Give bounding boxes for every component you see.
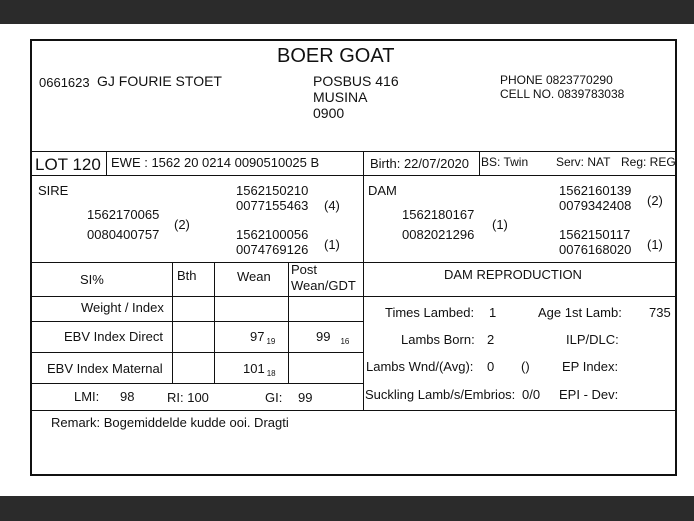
sire-dam-count: (1): [324, 237, 340, 252]
ebv-direct-wean: 97 $_{19}$: [250, 329, 276, 346]
ri-value: RI: 100: [167, 390, 209, 405]
divider: [479, 151, 480, 175]
dam-sire-id: 1562160139: [559, 183, 632, 198]
divider: [32, 352, 363, 353]
registration: Reg: REG: [621, 155, 676, 169]
dam-reproduction-title: DAM REPRODUCTION: [444, 267, 582, 282]
ebv-maternal-wean: 101 $_{18}$: [243, 361, 276, 378]
page-background: [0, 24, 694, 496]
divider: [288, 262, 289, 383]
service-type: Serv: NAT: [556, 155, 611, 169]
birth-date: Birth: 22/07/2020: [370, 156, 470, 171]
dam-count: (1): [492, 217, 508, 232]
divider: [32, 296, 675, 297]
cell-number: CELL NO. 0839783038: [500, 87, 625, 101]
sire-dam-id: 1562100056: [236, 227, 309, 242]
dam-dam-id: 1562150117: [559, 227, 631, 242]
gi-value: 99: [298, 390, 313, 405]
lot-number: LOT 120: [35, 155, 101, 174]
ilp-dlc-label: ILP/DLC:: [566, 332, 619, 347]
ep-index-label: EP Index:: [562, 359, 619, 374]
divider: [363, 262, 364, 410]
breeder-code: 0661623: [39, 75, 90, 90]
dam-label: DAM: [368, 183, 397, 198]
breeder-name: GJ FOURIE STOET: [97, 73, 222, 89]
sire-id: 1562170065: [87, 207, 160, 222]
address-line-1: POSBUS 416: [313, 73, 399, 89]
sire-sire-count: (4): [324, 198, 340, 213]
divider: [32, 175, 675, 176]
divider: [363, 151, 364, 175]
sire-sire-id: 1562150210: [236, 183, 309, 198]
dam-sire-count: (2): [647, 193, 663, 208]
divider: [32, 151, 675, 152]
lmi-label: LMI:: [74, 389, 100, 404]
lambs-weaned-label: Lambs Wnd/(Avg):: [366, 359, 474, 374]
age-first-lamb-label: Age 1st Lamb:: [538, 305, 622, 320]
post-header: Post: [291, 262, 318, 277]
dam-id: 1562180167: [402, 207, 475, 222]
ebv-direct-wean-sub: 19: [266, 337, 276, 346]
weight-index-label: Weight / Index: [81, 300, 164, 315]
address-line-2: MUSINA: [313, 89, 368, 105]
ebv-maternal-wean-sub: 18: [266, 369, 276, 378]
age-first-lamb-value: 735: [649, 305, 671, 320]
divider: [106, 151, 107, 175]
dam-id-2: 0082021296: [402, 227, 475, 242]
wean-header: Wean: [237, 269, 271, 284]
lambs-weaned-avg: (): [521, 359, 530, 374]
sire-count: (2): [174, 217, 190, 232]
lambs-born-value: 2: [487, 332, 495, 347]
card-title: BOER GOAT: [277, 45, 395, 67]
divider: [32, 410, 675, 411]
birth-status: BS: Twin: [481, 155, 529, 169]
lot-card: [30, 39, 677, 476]
si-header: SI%: [80, 272, 104, 287]
lambs-weaned-value: 0: [487, 359, 495, 374]
suckling-label: Suckling Lamb/s/Embrios:: [365, 387, 516, 402]
divider: [32, 383, 363, 384]
lmi-value: 98: [120, 389, 135, 404]
sire-id-2: 0080400757: [87, 227, 160, 242]
divider: [363, 175, 364, 262]
post-header-2: Wean/GDT: [291, 278, 356, 293]
dam-sire-id-2: 0079342408: [559, 198, 632, 213]
divider: [32, 321, 363, 322]
ebv-direct-post-sub: 16: [340, 337, 350, 346]
sire-sire-id-2: 0077155463: [236, 198, 309, 213]
ebv-direct-label: EBV Index Direct: [64, 329, 163, 344]
ewe-id: EWE : 1562 20 0214 0090510025 B: [111, 155, 320, 170]
times-lambed-value: 1: [489, 305, 497, 320]
phone: PHONE 0823770290: [500, 73, 613, 87]
lambs-born-label: Lambs Born:: [401, 332, 475, 347]
dam-dam-count: (1): [647, 237, 663, 252]
divider: [32, 262, 675, 263]
sire-label: SIRE: [38, 183, 69, 198]
ebv-maternal-label: EBV Index Maternal: [47, 361, 163, 376]
sire-dam-id-2: 0074769126: [236, 242, 309, 257]
bth-header: Bth: [177, 268, 197, 283]
times-lambed-label: Times Lambed:: [385, 305, 475, 320]
divider: [172, 262, 173, 383]
gi-label: GI:: [265, 390, 283, 405]
ebv-direct-post: 99 $_{16}$: [316, 329, 350, 346]
divider: [214, 262, 215, 383]
dam-dam-id-2: 0076168020: [559, 242, 632, 257]
suckling-value: 0/0: [522, 387, 541, 402]
address-line-3: 0900: [313, 105, 345, 121]
remark: Remark: Bogemiddelde kudde ooi. Dragti: [51, 415, 289, 430]
epi-dev-label: EPI - Dev:: [559, 387, 619, 402]
